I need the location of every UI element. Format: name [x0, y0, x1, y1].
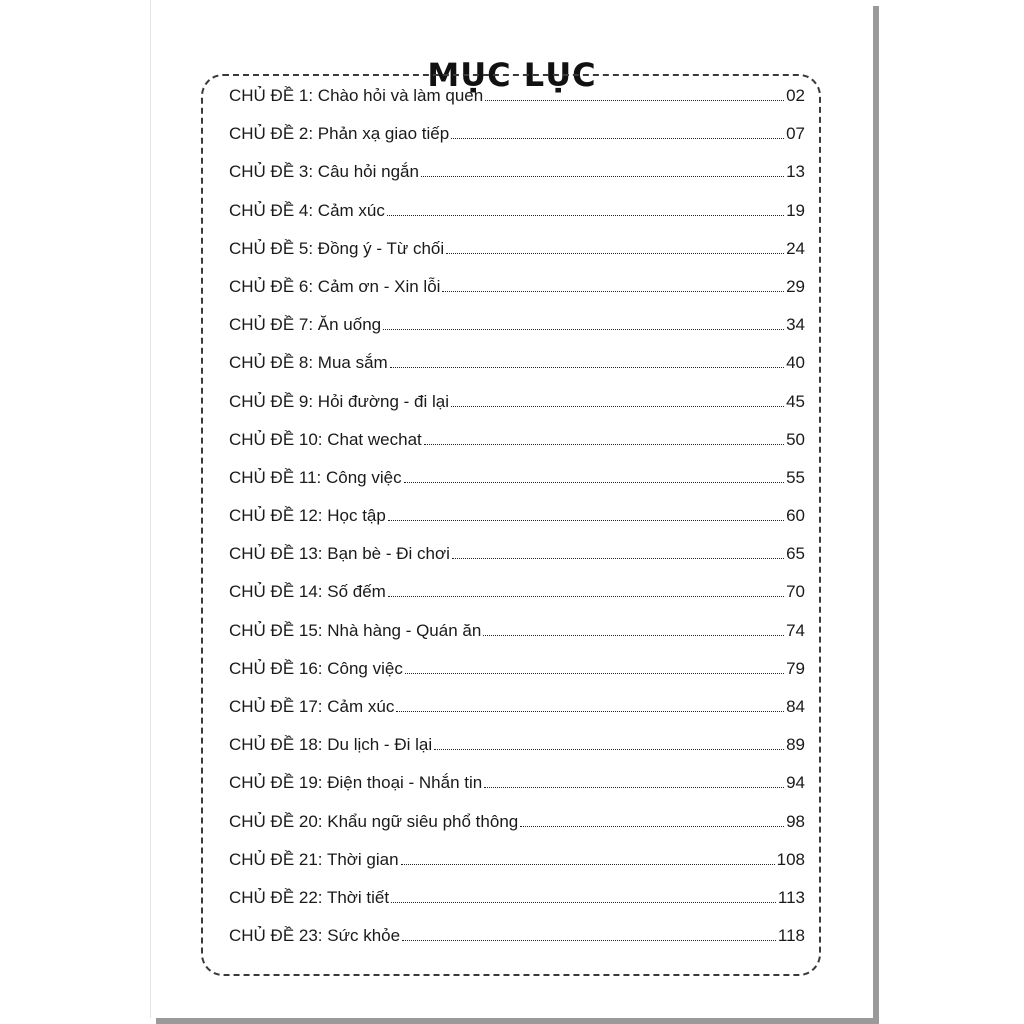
toc-entry-page-number: 70 — [786, 582, 805, 602]
toc-entry-title: CHỦ ĐỀ 4: Cảm xúc — [229, 200, 385, 220]
table-of-contents — [229, 86, 805, 964]
toc-dot-leader — [404, 482, 784, 483]
toc-dot-leader — [421, 176, 784, 177]
toc-entry-title: CHỦ ĐỀ 11: Công việc — [229, 467, 402, 487]
toc-dot-leader — [405, 673, 784, 674]
toc-entry-page-number: 13 — [786, 162, 805, 182]
toc-entry[interactable] — [229, 582, 805, 620]
toc-entry-title: CHỦ ĐỀ 5: Đồng ý - Từ chối — [229, 238, 445, 258]
toc-entry-title: CHỦ ĐỀ 13: Bạn bè - Đi chơi — [229, 544, 450, 564]
toc-entry-title: CHỦ ĐỀ 3: Câu hỏi ngắn — [229, 162, 419, 182]
toc-entry-title: CHỦ ĐỀ 16: Công việc — [229, 658, 403, 678]
toc-dot-leader — [424, 444, 784, 445]
toc-entry-title: CHỦ ĐỀ 6: Cảm ơn - Xin lỗi — [229, 276, 441, 296]
toc-entry[interactable] — [229, 697, 805, 735]
toc-dot-leader — [452, 558, 784, 559]
toc-dot-leader — [451, 406, 784, 407]
toc-entry-page-number: 98 — [786, 811, 805, 831]
toc-dot-leader — [451, 138, 784, 139]
toc-entry-page-number: 113 — [777, 887, 805, 907]
toc-entry[interactable] — [229, 850, 805, 888]
toc-entry-page-number: 02 — [786, 86, 805, 105]
toc-entry-page-number: 19 — [786, 200, 805, 220]
toc-entry-title: CHỦ ĐỀ 14: Số đếm — [229, 582, 386, 602]
toc-dot-leader — [484, 787, 784, 788]
toc-dot-leader — [402, 940, 776, 941]
toc-entry-page-number: 108 — [776, 849, 805, 869]
toc-entry[interactable] — [229, 506, 805, 544]
toc-dot-leader — [485, 100, 784, 101]
toc-entry[interactable] — [229, 621, 805, 659]
toc-entry-title: CHỦ ĐỀ 12: Học tập — [229, 506, 386, 526]
toc-entry-title: CHỦ ĐỀ 10: Chat wechat — [229, 429, 422, 449]
toc-entry[interactable] — [229, 468, 805, 506]
toc-entry-page-number: 40 — [786, 353, 805, 373]
toc-dot-leader — [434, 749, 784, 750]
toc-dot-leader — [390, 367, 784, 368]
toc-entry[interactable] — [229, 315, 805, 353]
toc-entry-title: CHỦ ĐỀ 8: Mua sắm — [229, 353, 388, 373]
toc-entry-page-number: 60 — [786, 506, 805, 526]
toc-entry[interactable] — [229, 430, 805, 468]
toc-entry[interactable] — [229, 124, 805, 162]
toc-entry-title: CHỦ ĐỀ 21: Thời gian — [229, 849, 399, 869]
toc-entry[interactable] — [229, 277, 805, 315]
toc-entry[interactable] — [229, 735, 805, 773]
toc-entry-page-number: 24 — [786, 238, 805, 258]
toc-entry[interactable] — [229, 659, 805, 697]
toc-entry[interactable] — [229, 201, 805, 239]
toc-entry-title: CHỦ ĐỀ 23: Sức khỏe — [229, 926, 401, 946]
toc-dot-leader — [388, 596, 784, 597]
toc-entry-title: CHỦ ĐỀ 22: Thời tiết — [229, 887, 390, 907]
toc-dot-leader — [383, 329, 784, 330]
toc-entry-title: CHỦ ĐỀ 17: Cảm xúc — [229, 697, 395, 716]
page-title: MỤC LỤC — [427, 56, 597, 95]
toc-entry-page-number: 74 — [786, 620, 805, 640]
toc-entry-title: CHỦ ĐỀ 20: Khẩu ngữ siêu phổ thông — [229, 811, 519, 831]
toc-entry[interactable] — [229, 544, 805, 582]
toc-entry-page-number: 79 — [786, 658, 805, 678]
toc-entry[interactable] — [229, 926, 805, 964]
toc-dot-leader — [520, 826, 784, 827]
toc-entry-title: CHỦ ĐỀ 18: Du lịch - Đi lại — [229, 735, 433, 755]
toc-entry[interactable] — [229, 353, 805, 391]
toc-entry-title: CHỦ ĐỀ 9: Hỏi đường - đi lại — [229, 391, 449, 411]
toc-entry-page-number: 07 — [786, 124, 805, 144]
toc-entry[interactable] — [229, 162, 805, 200]
toc-entry-page-number: 65 — [786, 544, 805, 564]
toc-dot-leader — [442, 291, 784, 292]
toc-entry[interactable] — [229, 812, 805, 850]
toc-entry-page-number: 34 — [786, 315, 805, 335]
toc-entry-page-number: 89 — [786, 735, 805, 755]
toc-entry-title: CHỦ ĐỀ 7: Ăn uống — [229, 315, 382, 335]
toc-entry-page-number: 118 — [777, 926, 805, 946]
toc-entry-title: CHỦ ĐỀ 19: Điện thoại - Nhắn tin — [229, 773, 483, 793]
toc-dot-leader — [396, 711, 784, 712]
toc-dot-leader — [387, 215, 784, 216]
toc-entry[interactable] — [229, 239, 805, 277]
toc-entry-page-number: 50 — [786, 429, 805, 449]
toc-dot-leader — [446, 253, 784, 254]
toc-entry[interactable] — [229, 773, 805, 811]
toc-entry-page-number: 45 — [786, 391, 805, 411]
toc-dot-leader — [483, 635, 784, 636]
toc-entry-title: CHỦ ĐỀ 2: Phản xạ giao tiếp — [229, 124, 450, 144]
toc-entry-title: CHỦ ĐỀ 15: Nhà hàng - Quán ăn — [229, 620, 482, 640]
toc-dot-leader — [388, 520, 784, 521]
book-page — [150, 0, 873, 1018]
toc-entry-title: CHỦ ĐỀ 1: Chào hỏi và làm quen — [229, 86, 484, 105]
toc-entry[interactable] — [229, 392, 805, 430]
toc-entry[interactable] — [229, 86, 805, 124]
toc-dot-leader — [401, 864, 775, 865]
toc-entry-page-number: 84 — [786, 697, 805, 716]
toc-entry[interactable] — [229, 888, 805, 926]
toc-entry-page-number: 55 — [786, 467, 805, 487]
toc-entry-page-number: 94 — [786, 773, 805, 793]
toc-dot-leader — [391, 902, 776, 903]
toc-entry-page-number: 29 — [786, 276, 805, 296]
